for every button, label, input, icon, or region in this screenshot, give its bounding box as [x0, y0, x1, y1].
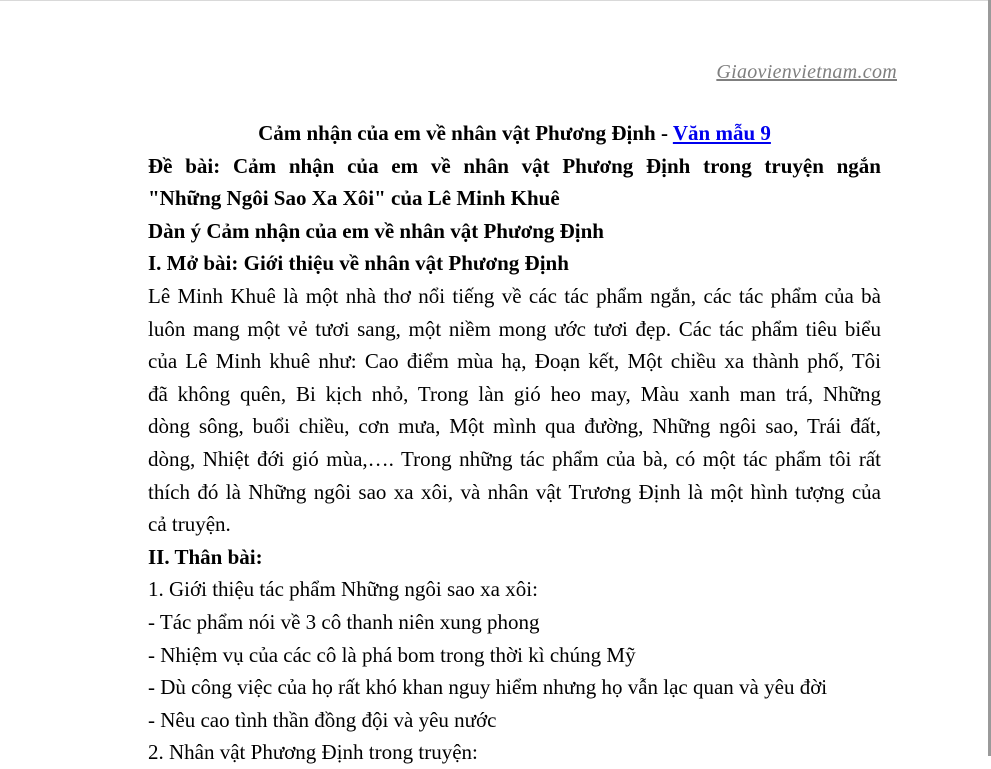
paragraph-line: của Lê Minh khuê như: Cao điểm mùa hạ, Đoạn kết, Một chiều xa thành phố, Tôi: [148, 349, 881, 374]
document-body: [148, 117, 881, 769]
list-item: 2. Nhân vật Phương Định trong truyện:: [148, 740, 478, 765]
title-text: Cảm nhận của em về nhân vật Phương Định: [258, 121, 656, 145]
list-item: - Tác phẩm nói về 3 cô thanh niên xung phong: [148, 609, 540, 634]
paragraph-line: Lê Minh Khuê là một nhà thơ nổi tiếng về các tác phẩm ngắn, các tác phẩm của bà: [148, 283, 881, 308]
page-top-edge: [0, 0, 991, 1]
paragraph-line: dòng, Nhiệt đới gió mùa,…. Trong những tác phẩm của bà, có một tác phẩm tôi rất: [148, 446, 881, 471]
section-1-heading: I. Mở bài: Giới thiệu về nhân vật Phương Định: [148, 251, 569, 276]
list-item: - Nêu cao tình thần đồng đội và yêu nước: [148, 707, 497, 732]
prompt-line-2: "Những Ngôi Sao Xa Xôi" của Lê Minh Khuê: [148, 186, 560, 211]
list-item: 1. Giới thiệu tác phẩm Những ngôi sao xa xôi:: [148, 577, 538, 602]
paragraph-line: thích đó là Những ngôi sao xa xôi, và nhân vật Trương Định là một hình tượng của: [148, 479, 881, 504]
section-1-paragraph: [148, 280, 881, 541]
outline-heading: Dàn ý Cảm nhận của em về nhân vật Phương Định: [148, 218, 604, 243]
list-item: - Dù công việc của họ rất khó khan nguy hiểm nhưng họ vẫn lạc quan và yêu đời: [148, 675, 828, 700]
title-separator: -: [655, 121, 673, 145]
prompt-line-1: Đề bài: Cảm nhận của em về nhân vật Phương Định trong truyện ngắn: [148, 153, 881, 178]
paragraph-line: dòng sông, buổi chiều, cơn mưa, Một mình qua đường, Những ngôi sao, Trái đất,: [148, 414, 881, 439]
paragraph-line: đã không quên, Bi kịch nhỏ, Trong làn gió heo may, Màu xanh man trá, Những: [148, 381, 881, 406]
paragraph-line: cả truyện.: [148, 512, 231, 537]
section-2-heading: II. Thân bài:: [148, 544, 263, 569]
list-item: - Nhiệm vụ của các cô là phá bom trong thời kì chúng Mỹ: [148, 642, 636, 667]
van-mau-9-link[interactable]: Văn mẫu 9: [672, 121, 771, 145]
paragraph-line: luôn mang một vẻ tươi sang, một niềm mong ước tươi đẹp. Các tác phẩm tiêu biểu: [148, 316, 881, 341]
site-watermark: Giaovienvietnam.com: [716, 61, 897, 83]
document-title: [148, 117, 881, 150]
section-2-list: [148, 573, 881, 769]
